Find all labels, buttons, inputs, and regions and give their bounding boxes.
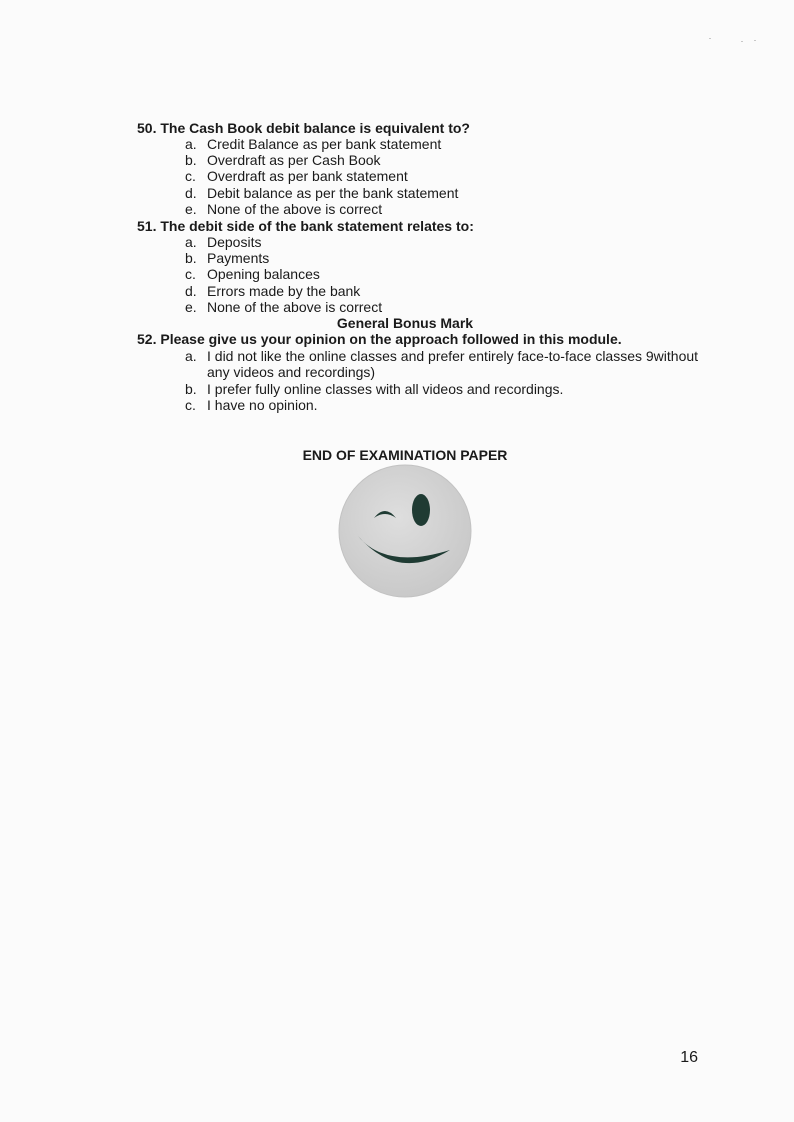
scan-speck [754, 40, 756, 41]
option-letter: d. [185, 283, 197, 299]
question-52-title: 52. Please give us your opinion on the approach followed in this module. [137, 331, 622, 347]
option-text: Overdraft as per Cash Book [207, 152, 381, 168]
scan-speck [709, 38, 711, 39]
option-letter: e. [185, 201, 197, 217]
option-text: I have no opinion. [207, 397, 318, 413]
option-text: Debit balance as per the bank statement [207, 185, 459, 201]
option-text: Errors made by the bank [207, 283, 361, 299]
option-letter: b. [185, 152, 197, 168]
option-letter: c. [185, 397, 196, 413]
option-text: Overdraft as per bank statement [207, 168, 408, 184]
option-letter: b. [185, 250, 197, 266]
option-text: Opening balances [207, 266, 320, 282]
option-text: I did not like the online classes and prefer entirely face-to-face classes 9without any videos and recordings) [207, 348, 699, 380]
section-title: General Bonus Mark [336, 315, 474, 331]
option-text: None of the above is correct [207, 299, 383, 315]
page-number: 16 [680, 1049, 698, 1066]
option-letter: a. [185, 234, 197, 250]
option-letter: a. [185, 348, 197, 364]
option-letter: a. [185, 136, 197, 152]
option-letter: c. [185, 168, 196, 184]
option-text: I prefer fully online classes with all videos and recordings. [207, 381, 564, 397]
winking-smiley-icon [338, 464, 472, 598]
option-letter: e. [185, 299, 197, 315]
option-letter: b. [185, 381, 197, 397]
option-text: Credit Balance as per bank statement [207, 136, 442, 152]
option-text: Deposits [207, 234, 262, 250]
question-51-title: 51. The debit side of the bank statement relates to: [137, 218, 474, 234]
end-of-paper-title: END OF EXAMINATION PAPER [302, 447, 508, 463]
option-letter: c. [185, 266, 196, 282]
question-50-title: 50. The Cash Book debit balance is equivalent to? [137, 120, 470, 136]
scan-speck [741, 41, 743, 42]
option-text: Payments [207, 250, 270, 266]
option-text: None of the above is correct [207, 201, 383, 217]
option-letter: d. [185, 185, 197, 201]
